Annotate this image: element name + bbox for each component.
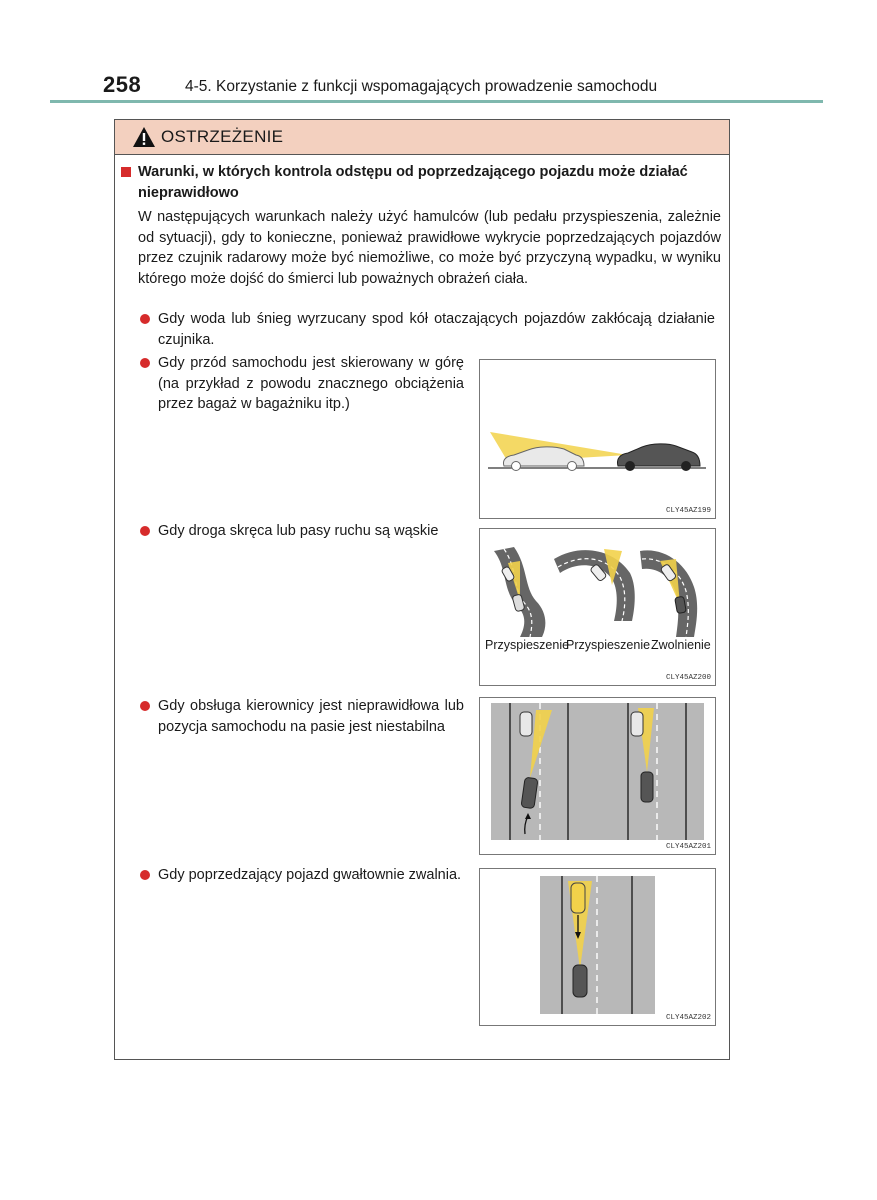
- figure-code: CLY45AZ199: [665, 507, 711, 515]
- bullet-dot-icon: [140, 358, 150, 368]
- bullet-item: Gdy poprzedzający pojazd gwałtownie zwalnia.: [158, 867, 462, 883]
- figure-illustration: [480, 360, 715, 518]
- subheading-square-icon: [121, 167, 131, 177]
- figure-caption: Przyspieszenie: [566, 638, 651, 652]
- figure-code: CLY45AZ200: [665, 674, 711, 682]
- bullet-item: Gdy przód samochodu jest skierowany w górę (na przykład z powodu znacznego obciążenia przez bagaż w bagażniku itp.): [158, 355, 464, 412]
- figure-radar-pitched-up: [479, 359, 716, 519]
- figure-code: CLY45AZ201: [665, 843, 711, 851]
- bullet-dot-icon: [140, 314, 150, 324]
- figure-illustration: [480, 869, 715, 1025]
- header-rule: [50, 100, 823, 103]
- figure-code: CLY45AZ202: [665, 1014, 711, 1022]
- figure-illustration: [480, 529, 715, 639]
- bullet-item: Gdy droga skręca lub pasy ruchu są wąskie: [158, 523, 439, 539]
- page-number: 258: [103, 72, 142, 97]
- bullet-item: Gdy obsługa kierownicy jest nieprawidłowa lub pozycja samochodu na pasie jest niestabilna: [158, 698, 464, 735]
- bullet-dot-icon: [140, 870, 150, 880]
- warning-subheading: Warunki, w których kontrola odstępu od poprzedzającego pojazdu może działać nieprawidłowo: [138, 164, 688, 201]
- figure-caption: Przyspieszenie: [485, 638, 570, 652]
- figure-caption: Zwolnienie: [651, 638, 711, 652]
- figure-unstable-steering: [479, 697, 716, 855]
- section-title: 4-5. Korzystanie z funkcji wspomagających prowadzenie samochodu: [185, 78, 658, 95]
- bullet-item: Gdy woda lub śnieg wyrzucany spod kół otaczających pojazdów zakłócają działanie czujnika.: [158, 311, 715, 348]
- warning-paragraph: W następujących warunkach należy użyć hamulców (lub pedału przyspieszenia, zależnie od sytuacji), gdy to konieczne, ponieważ prawidłowe wykrycie poprzedzających pojazdów przez czujnik radarowy może być niemożliwe, co może być przyczyną wypadku, w wyniku którego może dojść do śmierci lub poważnych obrażeń ciała.: [138, 209, 721, 287]
- figure-illustration: [480, 698, 715, 854]
- warning-title: OSTRZEŻENIE: [161, 127, 284, 146]
- warning-header: [115, 120, 729, 155]
- bullet-dot-icon: [140, 701, 150, 711]
- figure-curved-road: [479, 528, 716, 686]
- warning-triangle-icon: [132, 126, 156, 153]
- bullet-dot-icon: [140, 526, 150, 536]
- figure-sudden-braking: [479, 868, 716, 1026]
